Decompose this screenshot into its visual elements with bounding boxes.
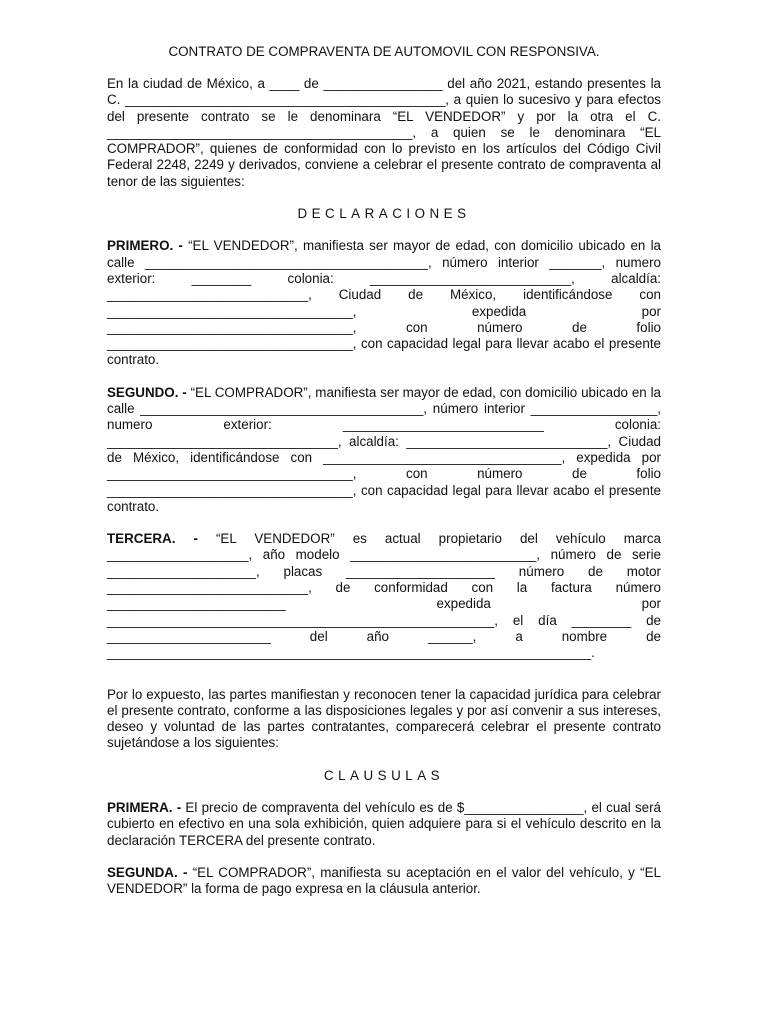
clausula-primera-label: PRIMERA. - xyxy=(107,799,182,815)
declaracion-segundo-text: “EL COMPRADOR”, manifiesta ser mayor de edad, con domicilio ubicado en la calle ______________________________________, número interior _________________, numero exterior: ___________________________ colonia: _______________________________, alcaldía: ___________________________, Ciudad de México, identificándose con ________________________________, expedida por _________________________________, con número de folio _________________________________, con capacidad legal para llevar acabo el presente contrato. xyxy=(107,384,665,514)
clausulas-heading: CLAUSULAS xyxy=(323,767,445,783)
declaracion-segundo-label: SEGUNDO. - xyxy=(107,384,187,400)
clausula-segunda-label: SEGUNDA. - xyxy=(107,864,188,880)
declaracion-tercera-label: TERCERA. - xyxy=(107,531,198,547)
declaraciones-heading: DECLARACIONES xyxy=(297,206,471,222)
declaracion-tercera xyxy=(107,531,665,661)
contract-document xyxy=(107,44,665,897)
clausula-segunda xyxy=(107,864,665,898)
clausula-primera-text: El precio de compraventa del vehículo es de $________________, el cual será cubierto en efectivo en una sola exhibición, quien adquiere para si el vehículo descrito en la declaración TERCERA del presente contrato. xyxy=(107,799,665,848)
document-title: CONTRATO DE COMPRAVENTA DE AUTOMOVIL CON RESPONSIVA. xyxy=(168,44,600,59)
declaracion-primero xyxy=(107,238,665,368)
declaracion-segundo xyxy=(107,384,665,515)
declaracion-primero-label: PRIMERO. - xyxy=(107,238,183,254)
expuesto-paragraph: Por lo expuesto, las partes manifiestan y reconocen tener la capacidad jurídica para celebrar el presente contrato, conforme a las disposiciones legales y por así convenir a sus intereses, deseo y voluntad de las partes contratantes, comparecerá celebrar el presente contrato sujetándose a los siguientes: xyxy=(107,686,665,751)
declaracion-primero-text: “EL VENDEDOR”, manifiesta ser mayor de edad, con domicilio ubicado en la calle ______________________________________, número interior _______, numero exterior: ________ colonia: ___________________________, alcaldía: ___________________________, Ciudad de México, identificándose con _________________________________, expedida por _________________________________, con número de folio _________________________________, con capacidad legal para llevar acabo el presente contrato. xyxy=(107,238,665,368)
clausula-segunda-text: “EL COMPRADOR”, manifiesta su aceptación en el valor del vehículo, y “EL VENDEDOR” la forma de pago expresa en la cláusula anterior. xyxy=(107,864,665,897)
clausula-primera xyxy=(107,799,665,849)
intro-paragraph: En la ciudad de México, a ____ de ________________ del año 2021, estando presentes la C. ___________________________________________, a quien lo sucesivo y para efectos del presente contrato se le denominara “EL VENDEDOR” y por la otra el C. _________________________________________, a quien se le denominara “EL COMPRADOR”, quienes de conformidad con lo previsto en los artículos del Código Civil Federal 2248, 2249 y derivados, conviene a celebrar el presente contrato de compraventa al tenor de las siguientes: xyxy=(107,76,665,189)
declaracion-tercera-text: “EL VENDEDOR” es actual propietario del vehículo marca ___________________, año modelo _________________________, número de serie ____________________, placas ____________________ número de motor ___________________________, de conformidad con la factura número ________________________ expedida por ____________________________________________________, el día ________ de ______________________ del año ______, a nombre de _________________________________________________________________. xyxy=(107,531,665,661)
